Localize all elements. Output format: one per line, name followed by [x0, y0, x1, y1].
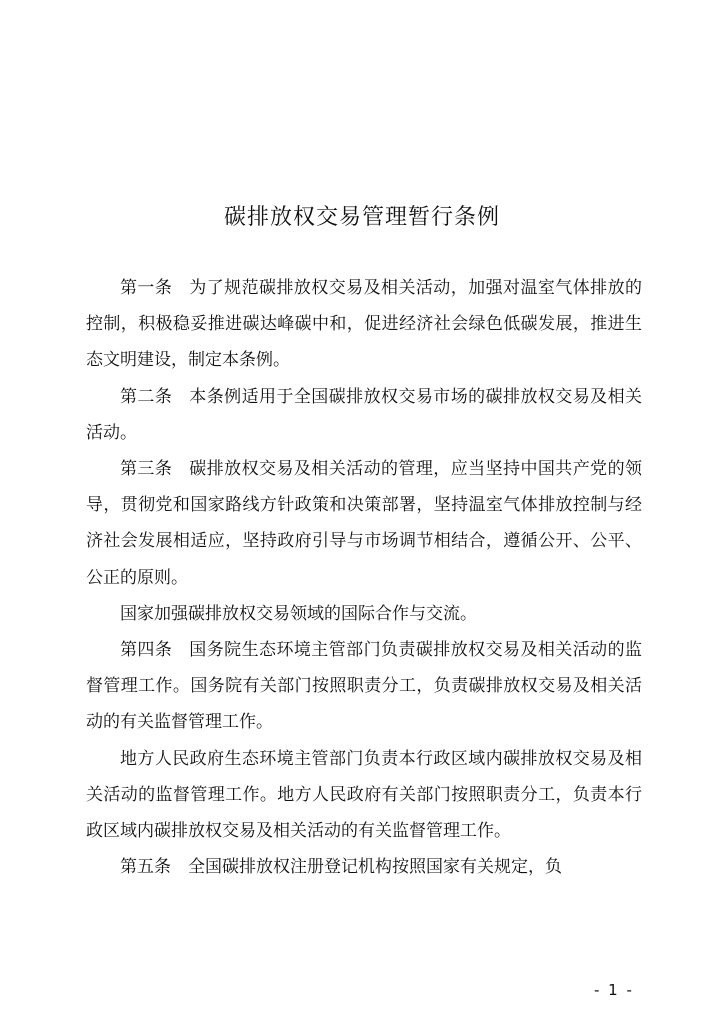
paragraph-text: 碳排放权交易及相关活动的管理，应当坚持中国共产党的领导，贯彻党和国家路线方针政策和决策部署，坚持温室气体排放控制与经济社会发展相适应，坚持政府引导与市场调节相结合，遵循公开、公平、公正的原则。 [86, 459, 643, 588]
article-number: 第四条 [120, 640, 173, 661]
paragraph-article-3-continued [86, 596, 642, 632]
page-number: - 1 - [594, 981, 634, 999]
document-body [86, 270, 642, 885]
paragraph-text: 国务院生态环境主管部门负责碳排放权交易及相关活动的监督管理工作。国务院有关部门按照职责分工，负责碳排放权交易及相关活动的有关监督管理工作。 [86, 640, 643, 733]
article-number: 第三条 [120, 459, 173, 480]
paragraph-article-3 [86, 451, 642, 596]
paragraph-article-5 [86, 849, 642, 885]
paragraph-text: 国家加强碳排放权交易领域的国际合作与交流。 [120, 603, 477, 624]
paragraph-article-1 [86, 270, 642, 379]
paragraph-text: 为了规范碳排放权交易及相关活动，加强对温室气体排放的控制，积极稳妥推进碳达峰碳中和，促进经济社会绿色低碳发展，推进生态文明建设，制定本条例。 [86, 278, 643, 371]
paragraph-article-2 [86, 379, 642, 451]
paragraph-text: 全国碳排放权注册登记机构按照国家有关规定，负 [188, 857, 562, 878]
paragraph-article-4-continued [86, 741, 642, 850]
paragraph-article-4 [86, 632, 642, 741]
article-number: 第二条 [120, 386, 173, 407]
paragraph-text: 地方人民政府生态环境主管部门负责本行政区域内碳排放权交易及相关活动的监督管理工作。地方人民政府有关部门按照职责分工，负责本行政区域内碳排放权交易及相关活动的有关监督管理工作。 [86, 748, 642, 842]
article-number: 第五条 [120, 857, 171, 878]
document-title: 碳排放权交易管理暂行条例 [223, 205, 500, 230]
paragraph-text: 本条例适用于全国碳排放权交易市场的碳排放权交易及相关活动。 [86, 386, 643, 443]
article-number: 第一条 [120, 278, 173, 298]
